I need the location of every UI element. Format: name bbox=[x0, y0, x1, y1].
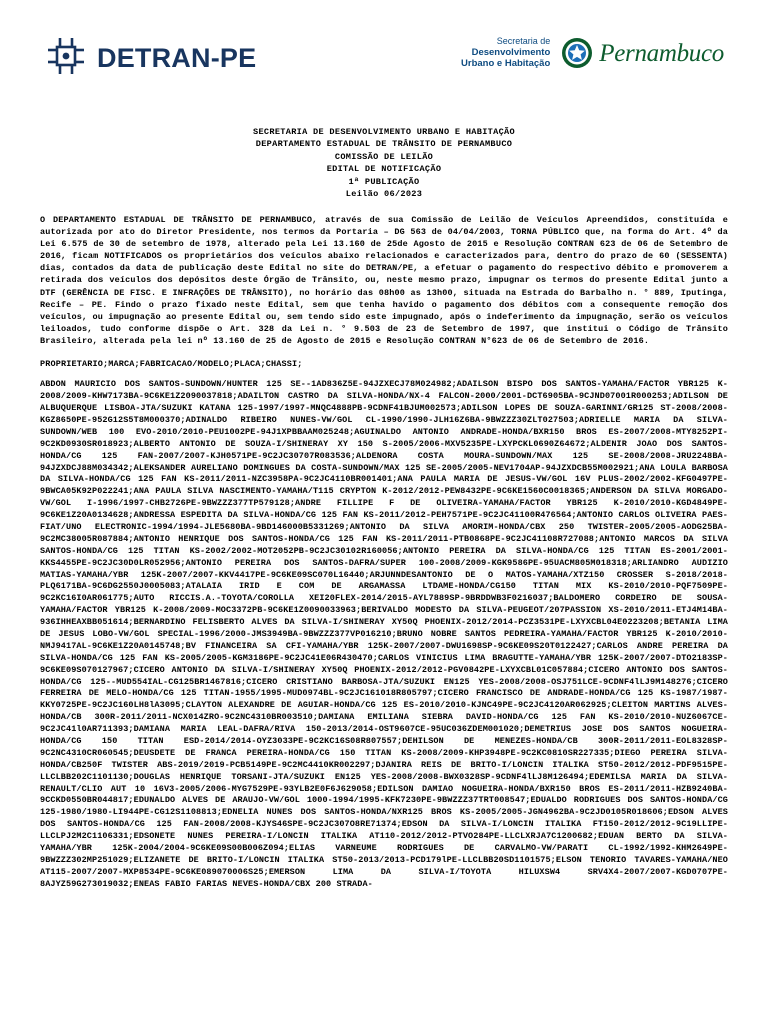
title-line-2: DEPARTAMENTO ESTADUAL DE TRÂNSITO DE PERNAMBUCO bbox=[255, 139, 513, 150]
title-line-5: 1ª PUBLICAÇÃO bbox=[348, 176, 420, 187]
secretaria-line-2: Desenvolvimento bbox=[471, 47, 551, 59]
vehicle-listing: ABDON MAURICIO DOS SANTOS-SUNDOWN/HUNTER 125 SE--1AD836Z5E-94JZXECJ78M024982;ADAILSON BISPO DOS SANTOS-YAMAHA/FACTOR YBR125 K-2008/2009-KHW7173BA-9C6KE1Z2090037818;ADAILTON CASTRO DA SILVA-HONDA/NX-4 FALCON-2000/2001-DCT6905BA-9CJND07001R000253;ADILSON DE ALBUQUERQUE LISBOA-JTA/SUZUKI KATANA 125-1997/1997-MNQC4888PB-9CDNF41BJUM002573;ADILSON LOPES DE SOUZA-GARINNI/GR125 ST-2008/2008-KGZ8650PE-952G12S5T8M000370;ADINALDO RIBEIRO NUNES-VW/GOL CL-1990/1990-JLH16Z6BA-9BWZZZ30ZLT027503;ADRIELLE MARIA DA SILVA-SUNDOWN/WEB 100 EVO-2010/2010-PEU1002PE-94J1XPBBAAM025248;AGUINALDO ANTONIO ANDRADE-HONDA/BXR150 BROS ES-2007/2008-MTY8252PI-9C2KD0930SR018923;ALBERTO ANTONIO DE SOUZA-I/SHINERAY XY 150 S-2005/2006-MXV5235PE-LXYPCKL0690Z64672;ALDENIR JOAO DOS SANTOS-HONDA/CG 125 FAN-2007/2007-KJH0571PE-9C2JC30707R083536;ALDENORA COSTA MOURA-SUNDOWN/MAX 125 SE-2008/2008-JRU2248BA-94JZXDCJ88M034342;ALEKSANDER AURELIANO DOMINGUES DA COSTA-SUNDOWN/MAX 125 SE-2005/2005-NEV1704AP-94JZXDCB55M002921;ANA LOULA BARBOSA DA SILVA-HONDA/CG 125 FAN KS-2011/2011-NZC3958PA-9C2JC4110BR001401;ANA PAULA MARIA DE JESUS-VW/GOL 16V PLUS-2002/2002-KFG0497PE-9BWCA05K92P022241;ANA PAULA SILVA NASCIMENTO-YAMAHA/T115 CRYPTON K-2012/2012-PEW8432PE-9C6KE1560C0018365;ANDERSON DA SILVA MORGADO-VW/GOL I-1996/1997-CHB2726PE-9BWZZZ377TP579128;ANDRE FILLIPE F DE OLIVEIRA-YAMAHA/FACTOR YBR125 K-2010/2010-KGD4849PE-9C6KE1Z20A0134628;ANDRESSA ESPEDITA DA SILVA-HONDA/CG 125 FAN KS-2011/2012-PEH7571PE-9C2JC41100R476564;ANTONIO CARLOS OLIVEIRA PAES-FIAT/UNO ELECTRONIC-1994/1994-JLE5680BA-9BD146000B5331269;ANTONIO DA SILVA AMORIM-HONDA/CBX 250 TWISTER-2005/2005-AODG25BA-9C2MC38005R087884;ANTONIO HENRIQUE DOS SANTOS-HONDA/CG 125 FAN KS-2011/2011-PTB0868PE-9C2JC41108R727088;ANTONIO MARCOS DA SILVA SANTOS-HONDA/CG 125 TITAN KS-2002/2002-MOT2052PB-9C2JC30102R160056;ANTONIO PEREIRA DA SILVA-HONDA/CG 125 TITAN ES-2001/2001-KKS4455PE-9C2JC30D0LR052956;ANTONIO PEREIRA DOS SANTOS-DAFRA/SUPER 100-2008/2009-KGK9586PE-95UACM805M018318;ARLIANDRO AUDIZIO MATIAS-YAMAHA/YBR 125K-2007/2007-KKV4417PE-9C6KE09SC070L16440;ARJUNNDESANTONIO DE O MATOS-YAMAHA/XTZ150 CROSSER S-2018/2018-PLQ6171BA-9C6DG2550J0005083;ATALAIA IRID E COM DE ARGAMASSA LTDAME-HONDA/CG150 TITAN MIX KS-2010/2010-PQF7509PE-9C2KC16I0AR061775;AUTO RICCIS.A.-TOYOTA/COROLLA XEI20FLEX-2014/2015-AYL7889SP-9BRDDWB3F0216037;BALDOMERO CORDEIRO DE SOUSA-YAMAHA/FACTOR YBR125 K-2008/2009-MOC3372PB-9C6KE1Z0090033963;BERIVALDO MODESTO DA SILVA-PEUGEOT/207PASSION XS-2010/2011-ETJ4M14BA-936IHHEAXBB051614;BERNARDINO FELISBERTO ALVES DA SILVA-I/SHINERAY XY50Q PHOENIX-2012/2014-PCZ3531PE-LXYXCBL04E0223208;BETANIA LIMA DE JESUS LOBO-VW/GOL SPECIAL-1996/2000-JMS3949BA-9BWZZZ377VP016210;BRUNO NOBRE SANTOS PEDREIRA-YAMAHA/FACTOR YBR125 K-2010/2010-NMJ9417AL-9C6KE1Z20A0145748;BV FINANCEIRA SA CFI-YAMAHA/YBR 125K-2007/2007-DWU1698SP-9C6KE09S20T0122427;CARLOS ANDRE PEREIRA DA SILVA-HONDA/CG 125 FAN KS-2005/2005-KGM3186PE-9C2JC41E06R430470;CARLOS VINICIUS LIMA BRAGUTTE-YAMAHA/YBR 125K-2007/2007-DTO2183SP-9C6KE09S070127967;CICERO ANTONIO DA SILVA-I/SHINERAY XY50Q PHOENIX-2012/2012-PGV0842PE-LXYXCBL01C057884;CICERO ANTONIO DOS SANTOS-HONDA/CG 125--MUD554IAL-CG125BR1467816;CICERO CRISTIANO BARBOSA-JTA/SUZUKI EN125 YES-2008/2008-OSJ751LCE-9CDNF4lLJ9M148276;CICERO FERREIRA DE MELO-HONDA/CG 125 TITAN-1955/1995-MUD0974BL-9C2JC161018R805797;CICERO FRANCISCO DE ANDRADE-HONDA/CG 125 KS-1987/1987-KKY0725PE-9C2JC160LH8lA3095;CLAYTON ALEXANDRE DE AGUIAR-HONDA/CG 125 ES-2010/2010-KJNC49PE-9C2JC4120AR062925;CLEITON MARTINS ALVES-HONDA/CB 300R-2011/2011-NCX014ZRO-9C2NC4310BR003510;DAMIANA EMILIANA SIEBRA DAVID-HONDA/CG 125 FAN KS-2010/2010-NUZ6067CE-9C2JC41l0AR711393;DAMIANA MARIA LEAL-DAFRA/RIVA 150-2013/2014-OST9607CE-95UC036ZDEM001020;DEMETRIUS JOSE DOS SANTOS NOGUEIRA-HONDA/CG 150 TITAN ESD-2014/2014-OYZ3033PE-9C2KC16S08R807557;DEHILSON DE MENEZES-HONDA/CB 300R-2011/2011-EOL8328SP-9C2NC4310CR060545;DEUSDETE DE FRANCA PEREIRA-HONDA/CG 150 TITAN KS-2008/2009-KHP3948PE-9C2KC0810SR227335;DIEGO PEREIRA SILVA-HONDA/CB250F TWISTER ABS-2019/2019-PCB5149PE-9C2MC4410KR002297;DJANIRA REIS DE BRITO-I/LONCIN ITALIKA ST50-2012/2012-PDF9515PE-LLCLBB202C1101130;DOUGLAS HENRIQUE TORSANI-JTA/SUZUKI EN125 YES-2008/2008-BWX0328SP-9CDNF4lLJ8M126494;EDEMILSA MARIA DA SILVA-RENAULT/CLIO AUT 10 16V3-2005/2006-MYG7529PE-93YLB2E0F6J629058;EDILSON DAMIAO NOGUEIRA-HONDA/BXR150 BROS ES-2011/2011-HZB9240BA-9CCKD0550BR044817;EDUNALDO ALVES DE ARAUJO-VW/GOL 1000-1994/1995-KFK7230PE-9BWZZZ37TRT008547;EDUALDO RODRIGUES DOS SANTOS-HONDA/CG 125-1980/1980-LI944PE-CG12S1108813;EDNELIA NUNES DOS SANTOS-HONDA/NXR125 BROS KS-2005/2005-JGN4962BA-9C2JD0105R018606;EDSON ALVES DOS SANTOS-HONDA/CG 125 FAN-2008/2008-KJYS46SPE-9C2JC307O8RE71374;EDSON DA SILVA-I/LONCIN ITALIKA FT150-2012/2012-9C19LLIPE-LLCLPJ2M2C1106331;EDSONETE NUNES PEREIRA-I/LONCIN ITALIKA AT110-2012/2012-PTVO284PE-LLCLXRJA7C1200682;EDUAN BERTO DA SILVA-YAMAHA/YBR 125K-2004/2004-9C6KE09S00B006Z094;ELIAS VARNEUME RODRIGUES DE CARVALMO-VW/PARATI CL-1992/1992-KHM2649PE-9BWZZZ302MP251029;ELIZANETE DE BRITO-I/LONCIN ITALIKA ST50-2013/2013-PCD179lPE-LLCLBB20SD1101575;ELSON TENORIO TAVARES-YAMAHA/NEO AT115-2007/2007-MXP8534PE-9C6KE089070006S25;EMERSON LIMA DA SILVA-I/TOYOTA HILUXSW4 SRV4X4-2007/2007-KGD0707PE-8AJYZ59G273019032;ENEAS FABIO FARIAS NEVES-HONDA/CBX 200 STRADA- bbox=[40, 379, 728, 889]
pernambuco-logo bbox=[560, 36, 724, 70]
government-logo bbox=[461, 36, 724, 70]
detran-wordmark: DETRAN-PE bbox=[97, 42, 257, 73]
document-header bbox=[0, 0, 768, 118]
listing-legend: PROPRIETARIO;MARCA;FABRICACAO/MODELO;PLACA;CHASSI; bbox=[40, 359, 303, 370]
title-line-3: COMISSÃO DE LEILÃO bbox=[334, 151, 434, 162]
detran-emblem-icon bbox=[44, 34, 88, 78]
notice-paragraph: O DEPARTAMENTO ESTADUAL DE TRÂNSITO DE PERNAMBUCO, através de sua Comissão de Leilão de Veículos Apreendidos, constituída e autorizada por ato do Diretor Presidente, nos termos da Portaria – DG 563 de 04/04/2003, TORNA PÚBLICO que, na forma do Art. 4º da Lei 6.575 de 30 de setembro de 1978, alterado pela Lei 13.160 de 25de Agosto de 2015 e Resolução CONTRAN 623 de 06 de Setembro de 2016, ficam NOTIFICADOS os proprietários dos veículos abaixo relacionados e caracterizados para, dentro do prazo de 60 (SESSENTA) dias, contados da data de publicação deste Edital no site do DETRAN/PE, a efetuar o pagamento do respectivo débito e promoverem a retirada dos veículos dos depósitos deste Órgão de Trânsito, ou, neste mesmo prazo, impugnar os termos do presente Edital junto a DTF (GERÊNCIA DE FISC. E INFRAÇÕES DE TRÂNSITO), no horário das 08h00 as 13h00, situada na Estrada do Barbalho n. ° 889, Iputinga, Recife – PE. Findo o prazo fixado neste Edital, sem que tenha havido o pagamento dos débitos com a consequente remoção dos veículos, ou impugnação ao presente Edital ou, sem tendo sido este impugnado, após o indeferimento da impugnação, serão os veículos leiloados, tudo conforme dispõe o Art. 328 da Lei n. ° 9.503 de 23 de Setembro de 1997, que institui o Código de Trânsito Brasileiro, alterada pela lei nº 13.160 de 25 de Agosto de 2015 e Resolução CONTRAN N°623 de 06 de Setembro de 2016. bbox=[40, 214, 728, 347]
title-line-1: SECRETARIA DE DESENVOLVIMENTO URBANO E HABITAÇÃO bbox=[253, 127, 515, 137]
secretaria-line-3: Urbano e Habitação bbox=[461, 58, 551, 70]
pernambuco-wordmark: Pernambuco bbox=[599, 39, 724, 67]
title-line-4: EDITAL DE NOTIFICAÇÃO bbox=[326, 164, 442, 175]
secretaria-block bbox=[461, 36, 550, 69]
title-line-6: Leilão 06/2023 bbox=[345, 189, 423, 200]
secretaria-line-1: Secretaria de bbox=[496, 36, 551, 47]
detran-logo bbox=[44, 34, 256, 78]
pernambuco-emblem-icon bbox=[560, 36, 594, 70]
document-title-block bbox=[0, 126, 768, 201]
document-content bbox=[0, 214, 768, 891]
